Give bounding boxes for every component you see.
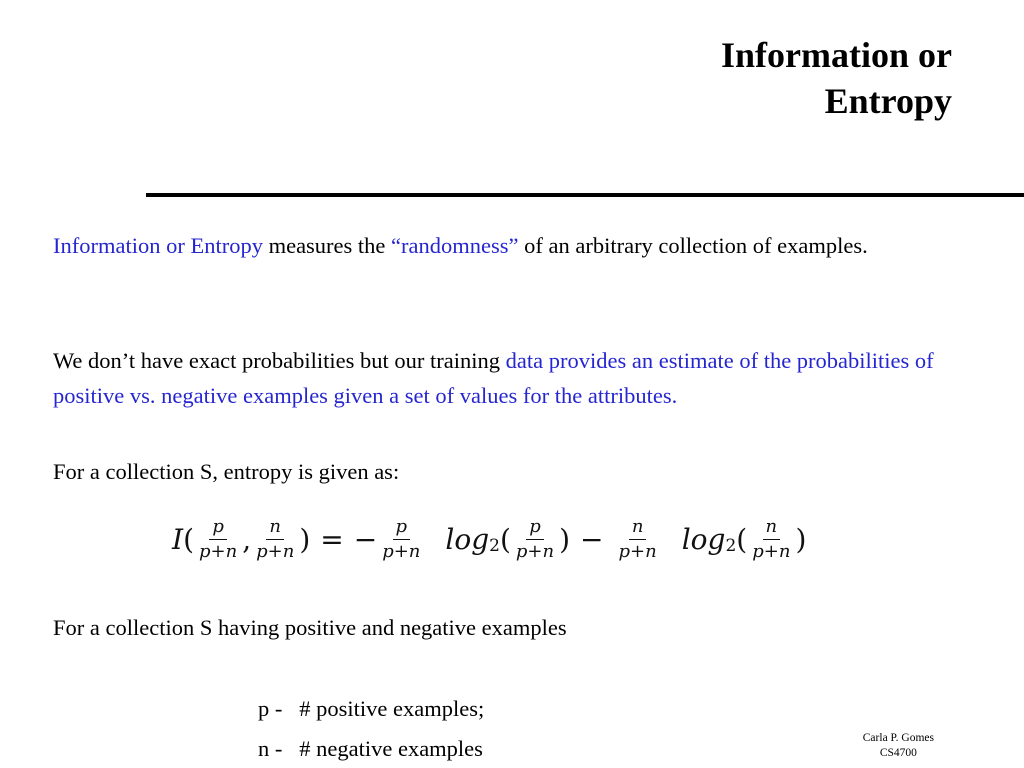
formula-rparen: ) <box>299 522 311 556</box>
formula-rparen: ) <box>559 522 571 556</box>
fraction-n-over-total <box>253 516 297 563</box>
formula-lparen: ( <box>499 522 511 556</box>
term-information-or-entropy: Information or Entropy <box>53 233 263 258</box>
formula-minus: − <box>353 522 378 556</box>
term-randomness: “randomness” <box>391 233 519 258</box>
footer-author: Carla P. Gomes <box>862 732 934 744</box>
paragraph-collection-entropy: For a collection S, entropy is given as: <box>53 459 400 484</box>
definition-p: p - # positive examples; <box>258 696 485 721</box>
denominator: p+n <box>515 540 555 562</box>
paragraph-collection-examples: For a collection S having positive and negative examples <box>53 615 567 640</box>
formula-log: log <box>445 522 490 556</box>
entropy-formula <box>172 505 806 573</box>
numerator-n: n <box>763 516 781 540</box>
formula-comma: , <box>242 522 252 556</box>
denominator: p+n <box>256 540 295 562</box>
paragraph-text: measures the <box>262 233 392 258</box>
formula-log-base: 2 <box>725 536 737 556</box>
formula-log-base: 2 <box>489 536 500 556</box>
title-divider <box>146 193 1024 197</box>
fraction-p-over-total <box>379 516 423 563</box>
formula-equals: = <box>320 522 344 556</box>
numerator-p: p <box>209 516 227 540</box>
formula-lparen: ( <box>183 522 194 556</box>
numerator-n: n <box>266 516 284 540</box>
slide-title-line2: Entropy <box>824 81 952 121</box>
formula-minus: − <box>580 522 604 556</box>
slide-footer <box>863 731 934 761</box>
formula-lparen: ( <box>736 522 748 556</box>
paragraph-estimate <box>53 343 998 413</box>
formula-I: I <box>172 522 184 556</box>
paragraph-text: We don’t have exact probabilities but our training <box>53 348 506 373</box>
numerator-p: p <box>393 516 411 540</box>
definition-n: n - # negative examples <box>258 736 483 761</box>
denominator: p+n <box>382 540 421 562</box>
paragraph-text: of an arbitrary collection of examples. <box>518 233 868 258</box>
denominator: p+n <box>199 540 238 562</box>
paragraph-entropy-definition <box>53 228 998 263</box>
fraction-p-over-total <box>196 516 240 563</box>
footer-course: CS4700 <box>879 747 917 759</box>
slide-title-line1: Information or <box>721 35 952 75</box>
formula-rparen: ) <box>795 522 807 556</box>
fraction-p-over-total <box>513 516 557 563</box>
denominator: p+n <box>618 540 657 562</box>
numerator-p: p <box>526 516 544 540</box>
numerator-n: n <box>629 516 647 540</box>
fraction-n-over-total <box>749 516 793 563</box>
fraction-n-over-total <box>616 516 660 563</box>
slide-title <box>721 32 952 124</box>
highlight-estimate: data provides an estimate of the probabilities of positive vs. negative examples given a set of values for the attributes. <box>53 348 934 408</box>
formula-log: log <box>681 522 726 556</box>
denominator: p+n <box>752 540 791 562</box>
